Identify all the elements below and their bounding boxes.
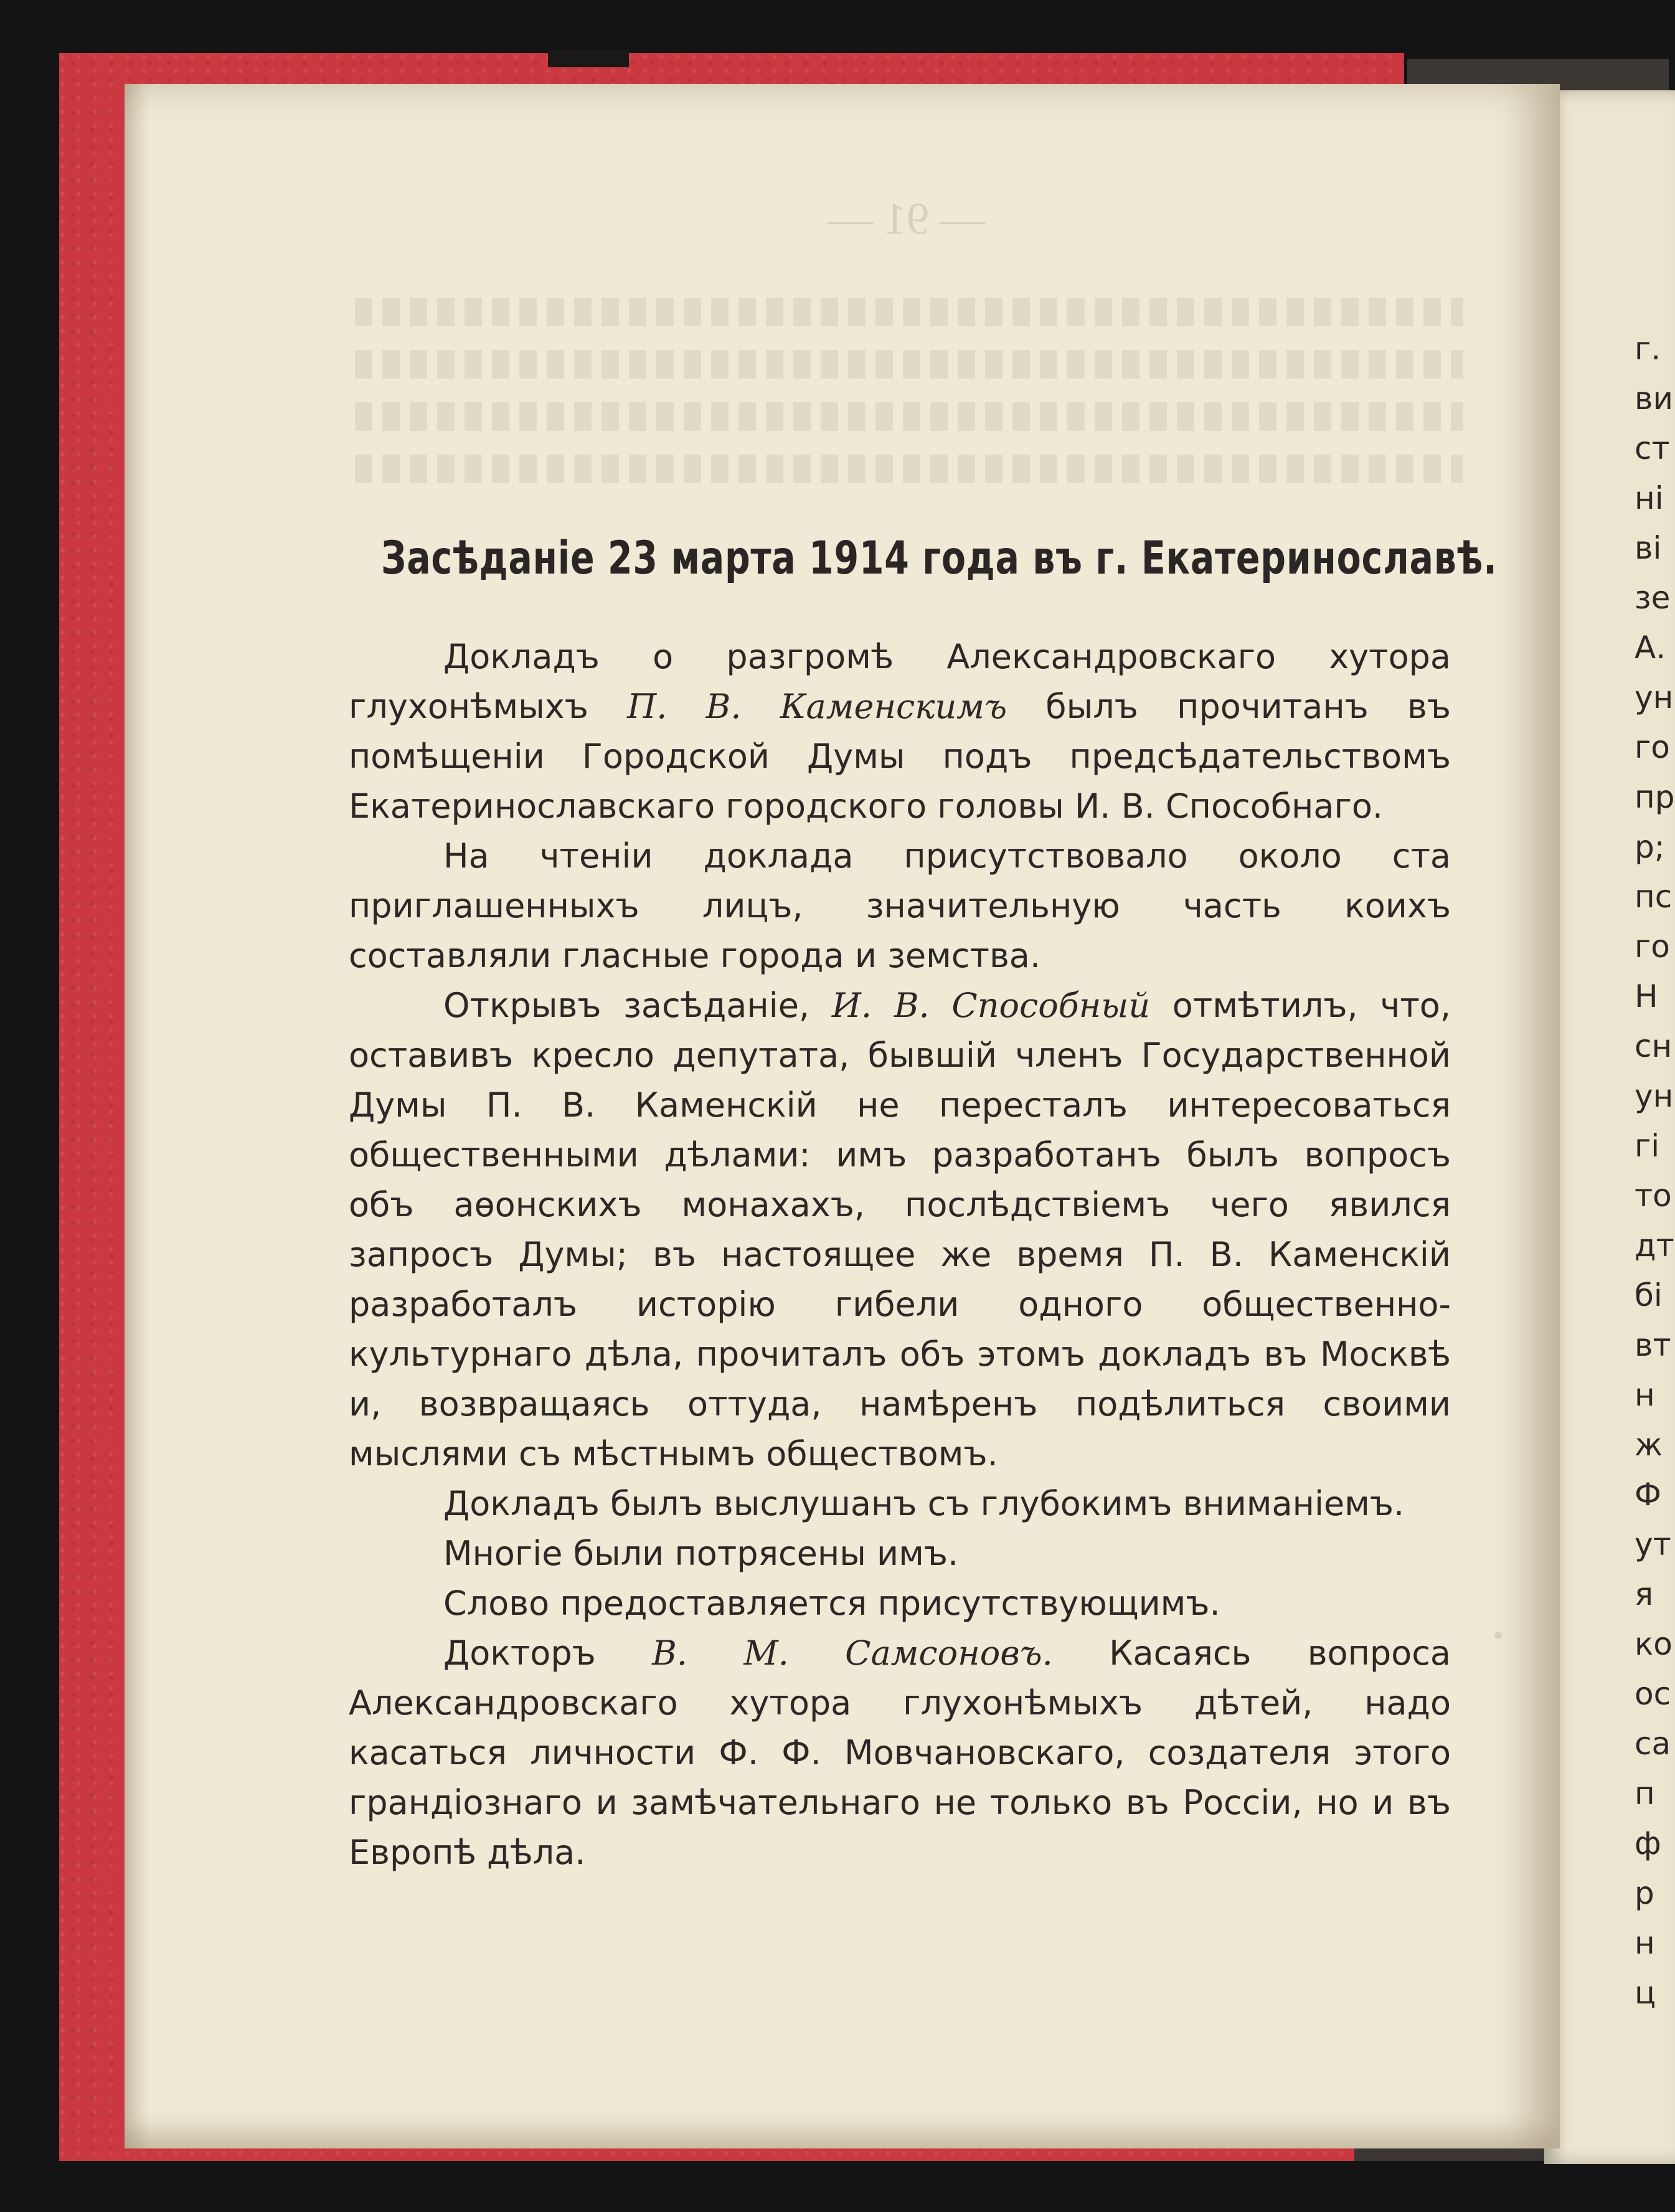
right-page-fragment: зе bbox=[1635, 580, 1671, 616]
document-body bbox=[349, 632, 1451, 1878]
right-page-fragment: г. bbox=[1635, 331, 1661, 367]
right-page-fragment: Н bbox=[1635, 978, 1658, 1014]
right-page-fragment: ко bbox=[1635, 1626, 1673, 1662]
right-page-fragment: сн bbox=[1635, 1028, 1673, 1064]
right-page-fragment: Ф bbox=[1635, 1477, 1662, 1513]
right-page-fragment: А. bbox=[1635, 630, 1666, 666]
right-page-fragment: гі bbox=[1635, 1128, 1660, 1164]
paragraph bbox=[349, 1579, 1451, 1628]
paragraph bbox=[349, 1479, 1451, 1529]
right-page-fragment: го bbox=[1635, 929, 1670, 965]
right-page-fragment: пс bbox=[1635, 879, 1673, 915]
paragraph-text: Докладъ о разгромѣ Александровскаго хутора глухонѣмыхъ bbox=[349, 637, 1451, 726]
paragraph-text: На чтеніи доклада присутствовало около ста приглашенныхъ лицъ, значительную часть коихъ составляли гласные города и земства. bbox=[349, 836, 1451, 975]
right-page-fragment: ви bbox=[1635, 380, 1673, 417]
right-page-fragment: то bbox=[1635, 1178, 1672, 1214]
right-page-fragment: я bbox=[1635, 1576, 1654, 1612]
right-page-fragment: ун bbox=[1635, 1078, 1674, 1114]
right-page-fragment: ц bbox=[1635, 1975, 1656, 2011]
right-page-text-fragments bbox=[1635, 324, 1675, 2018]
person-name: П. В. Каменскимъ bbox=[627, 687, 1007, 726]
paragraph-text: Слово предоставляется присутствующимъ. bbox=[443, 1584, 1220, 1623]
right-page-fragment: дт bbox=[1635, 1227, 1674, 1264]
right-page-fragment: р bbox=[1635, 1875, 1654, 1911]
paragraph-text: былъ прочитанъ въ помѣщеніи Городской Думы подъ предсѣдательствомъ Екатеринославскаго городского головы И. В. Способнаго. bbox=[349, 687, 1451, 826]
right-page-fragment: ут bbox=[1635, 1526, 1671, 1562]
paragraph bbox=[349, 632, 1451, 831]
paragraph-text: Открывъ засѣданіе, bbox=[443, 986, 832, 1025]
right-page-fragment: р; bbox=[1635, 829, 1665, 865]
paragraph bbox=[349, 1529, 1451, 1579]
paragraph bbox=[349, 981, 1451, 1479]
person-name: И. В. Способный bbox=[831, 986, 1151, 1025]
page-edge-shadow bbox=[125, 84, 149, 2148]
paragraph-text: Докторъ bbox=[443, 1633, 653, 1673]
right-page-fragment: ні bbox=[1635, 480, 1664, 516]
section-heading: Засѣданіе 23 марта 1914 года въ г. Екатеринославѣ. bbox=[381, 532, 1498, 585]
paragraph-text: Касаясь вопроса Александровскаго хутора глухонѣмыхъ дѣтей, надо касаться личности Ф. Ф. Мовчановскаго, создателя этого грандіознаго и замѣчательнаго не только въ Россіи, но и въ Европѣ дѣла. bbox=[349, 1633, 1451, 1872]
right-page-fragment: пр bbox=[1635, 779, 1675, 815]
right-page-fragment: ф bbox=[1635, 1825, 1661, 1861]
paragraph bbox=[349, 831, 1451, 981]
paragraph bbox=[349, 1628, 1451, 1878]
person-name: В. М. Самсоновъ. bbox=[652, 1633, 1053, 1673]
right-page-fragment: ос bbox=[1635, 1676, 1671, 1712]
paragraph-text: отмѣтилъ, что, оставивъ кресло депутата, бывшій членъ Государственной Думы П. В. Каменскій не пересталъ интересоваться общественными дѣлами: имъ разработанъ былъ вопросъ объ аѳонскихъ монахахъ, послѣдствіемъ чего явился запросъ Думы; въ настоящее же время П. В. Каменскій разработалъ исторію гибели одного общественно-культурнаго дѣла, прочиталъ объ этомъ докладъ въ Москвѣ и, возвращаясь оттуда, намѣренъ подѣлиться своими мыслями съ мѣстнымъ обществомъ. bbox=[349, 986, 1451, 1473]
right-page-fragment: н bbox=[1635, 1925, 1655, 1961]
right-page-fragment: вт bbox=[1635, 1327, 1671, 1363]
right-page-fragment: са bbox=[1635, 1726, 1671, 1762]
right-page-fragment: н bbox=[1635, 1377, 1655, 1413]
right-page-fragment: ж bbox=[1635, 1427, 1663, 1463]
right-page-fragment: го bbox=[1635, 729, 1670, 765]
paragraph-text: Многіе были потрясены имъ. bbox=[443, 1534, 959, 1573]
page-speck bbox=[1494, 1632, 1502, 1639]
right-page-fragment: ун bbox=[1635, 679, 1674, 716]
paragraph-text: Докладъ былъ выслушанъ съ глубокимъ вниманіемъ. bbox=[443, 1484, 1405, 1523]
right-page-fragment: ст bbox=[1635, 430, 1670, 466]
right-page-fragment: ві bbox=[1635, 530, 1662, 566]
cover-gap bbox=[548, 50, 629, 67]
right-page-fragment: бі bbox=[1635, 1277, 1663, 1313]
right-page-fragment: п bbox=[1635, 1775, 1655, 1812]
